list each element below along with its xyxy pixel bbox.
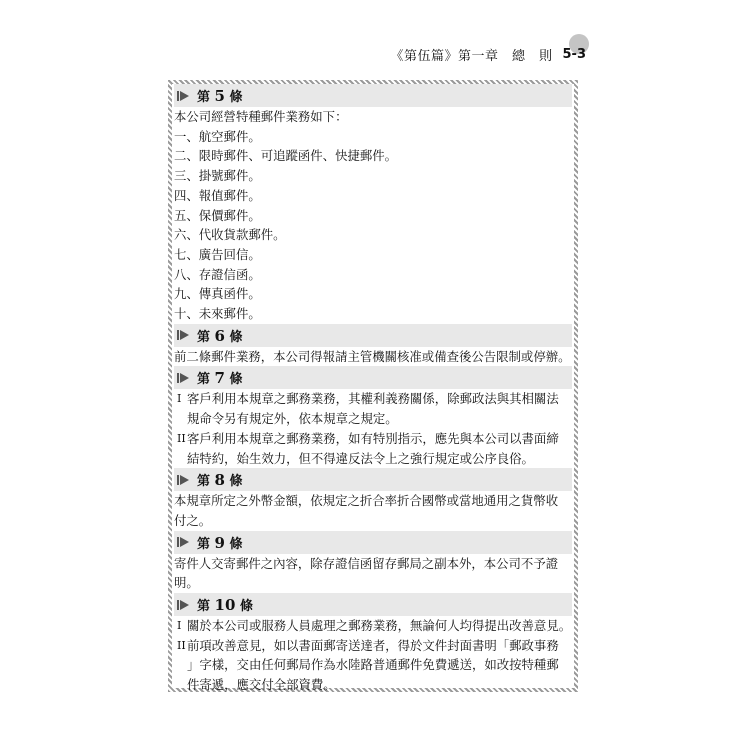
article-line: 明。 — [174, 575, 199, 591]
article-line: 寄件人交寄郵件之內容，除存證信函留存郵局之副本外，本公司不予證 — [174, 555, 559, 571]
paragraph-mark: I — [177, 392, 182, 406]
paragraph-line: 」字樣，交由任何郵局作為水陸路普通郵件免費遞送，如改按特種郵 — [187, 657, 559, 673]
article-line: 二、限時郵件、可追蹤函件、快捷郵件。 — [174, 148, 398, 164]
article-heading — [174, 84, 572, 107]
article-line: 前二條郵件業務，本公司得報請主管機關核准或備查後公告限制或停辦。 — [174, 348, 571, 364]
article-line: 本規章所定之外幣金額，依規定之折合率折合國幣或當地通用之貨幣收 — [174, 493, 559, 509]
header-title: 《第伍篇》第一章 總 則 — [390, 48, 553, 64]
article-line: 八、存證信函。 — [174, 266, 261, 282]
paragraph — [174, 636, 572, 695]
article-heading — [174, 531, 572, 554]
paragraph-mark: II — [177, 431, 186, 445]
article-heading — [174, 468, 572, 491]
statute-box — [168, 80, 578, 692]
article-line: 六、代收貨款郵件。 — [174, 227, 286, 243]
article-line: 九、傳真函件。 — [174, 286, 261, 302]
article-heading — [174, 324, 572, 347]
page-number: 5-3 — [562, 46, 586, 62]
article-line: 付之。 — [174, 512, 212, 528]
paragraph-line: 關於本公司或服務人員處理之郵務業務，無論何人均得提出改善意見。 — [187, 618, 572, 634]
article-5 — [174, 84, 572, 324]
play-arrow-icon — [177, 474, 191, 486]
article-heading — [174, 366, 572, 389]
paragraph-line: 結特約，始生效力，但不得違反法令上之強行規定或公序良俗。 — [187, 450, 534, 466]
article-10 — [174, 593, 572, 695]
article-8 — [174, 468, 572, 530]
article-line: 十、未來郵件。 — [174, 306, 261, 322]
article-7 — [174, 366, 572, 468]
paragraph-mark: I — [177, 619, 182, 633]
article-title: 第 7 條 — [197, 369, 243, 388]
article-9 — [174, 531, 572, 593]
play-arrow-icon — [177, 372, 191, 384]
paragraph-line: 前項改善意見，如以書面郵寄送達者，得於文件封面書明「郵政事務 — [187, 637, 559, 653]
play-arrow-icon — [177, 329, 191, 341]
page-header — [360, 40, 586, 68]
article-line: 七、廣告回信。 — [174, 246, 261, 262]
article-line: 三、掛號郵件。 — [174, 168, 261, 184]
article-title: 第 8 條 — [197, 471, 243, 490]
paragraph-line: 客戶利用本規章之郵務業務，其權利義務關係，除郵政法與其相關法 — [187, 391, 559, 407]
paragraph-line: 客戶利用本規章之郵務業務，如有特別指示，應先與本公司以書面締 — [187, 430, 559, 446]
paragraph — [174, 429, 572, 468]
play-arrow-icon — [177, 536, 191, 548]
paragraph-mark: II — [177, 638, 186, 652]
paragraph — [174, 389, 572, 428]
play-arrow-icon — [177, 90, 191, 102]
article-line: 四、報值郵件。 — [174, 187, 261, 203]
article-title: 第 10 條 — [197, 596, 253, 615]
article-line: 一、航空郵件。 — [174, 128, 261, 144]
paragraph-line: 件寄遞，應交付全部資費。 — [187, 677, 336, 693]
article-title: 第 5 條 — [197, 87, 243, 105]
paragraph-line: 規命令另有規定外，依本規章之規定。 — [187, 411, 398, 427]
article-6 — [174, 324, 572, 367]
article-title: 第 9 條 — [197, 533, 243, 552]
article-line: 本公司經營特種郵件業務如下： — [174, 109, 348, 124]
article-title: 第 6 條 — [197, 326, 243, 345]
article-line: 五、保價郵件。 — [174, 207, 261, 223]
paragraph — [174, 616, 572, 636]
play-arrow-icon — [177, 599, 191, 611]
article-heading — [174, 593, 572, 616]
